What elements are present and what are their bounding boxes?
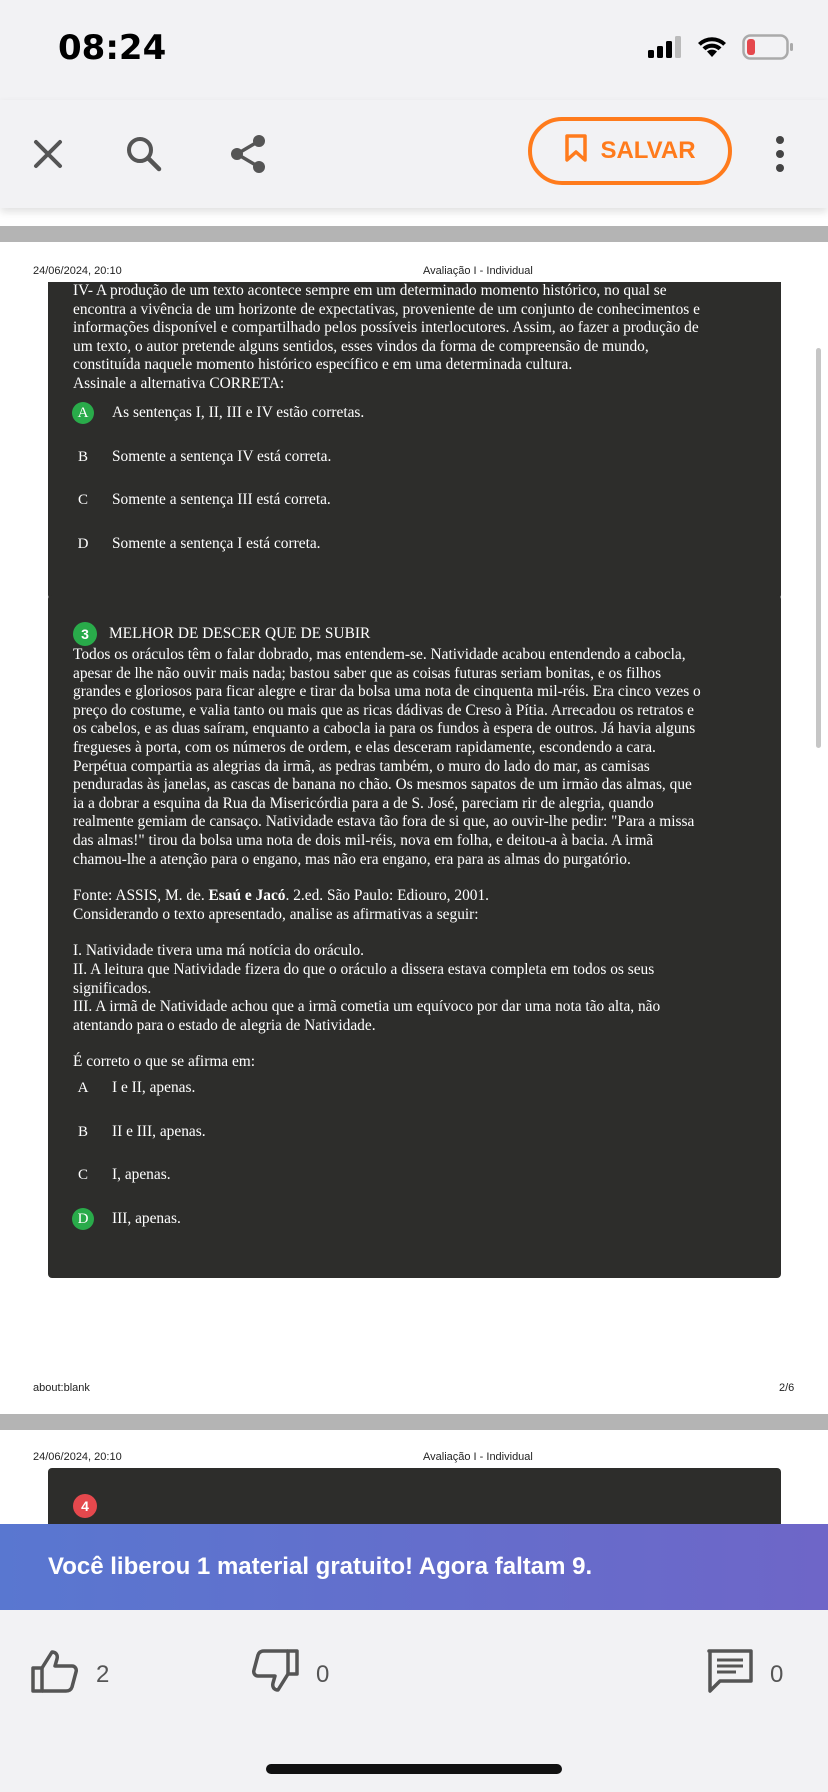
alternative-letter-correct: D <box>72 1208 94 1230</box>
share-icon[interactable] <box>222 128 274 180</box>
question-2-text <box>73 282 756 394</box>
question-card-4 <box>48 1468 781 1524</box>
question-number-badge: 3 <box>73 622 97 646</box>
dislike-count: 0 <box>316 1660 330 1688</box>
question-3-title: MELHOR DE DESCER QUE DE SUBIR <box>109 624 371 642</box>
toolbar <box>0 100 828 208</box>
text-line: IV- A produção de um texto acontece sempre em um determinado momento histórico, no qual se <box>73 282 667 299</box>
comment-icon <box>706 1648 754 1701</box>
alternative-text: I e II, apenas. <box>112 1078 196 1096</box>
banner-text: Você liberou 1 material gratuito! Agora faltam 9. <box>48 1553 593 1580</box>
source-citation <box>73 887 756 906</box>
text-line: fregueses à porta, com os números de ordem, e elas desceram rapidamente, escondendo a cara. <box>73 738 656 756</box>
source-prefix: Fonte: ASSIS, M. de. <box>73 887 209 905</box>
dislike-button[interactable] <box>250 1648 329 1701</box>
alternative-c[interactable] <box>72 489 331 511</box>
bookmark-icon <box>564 133 588 170</box>
wifi-icon <box>696 35 728 64</box>
alternative-c[interactable] <box>72 1164 171 1186</box>
text-line: preço do costume, e valia tanto ou mais que as ricas dádivas de Creso à Pítia. Arrecadou os retratos e <box>73 701 694 719</box>
alternative-b[interactable] <box>72 446 331 468</box>
text-line: constituída naquele momento histórico específico e em uma determinada cultura. <box>73 356 573 374</box>
page-footer-number: 2/6 <box>779 1382 795 1394</box>
comments-button[interactable] <box>706 1648 783 1701</box>
text-line: Perpétua compartia as alegrias da irmã, as pedras também, o muro do lado do mar, as camisas <box>73 757 650 775</box>
thumbs-up-icon <box>30 1648 80 1701</box>
text-line: grandes e gloriosos para ficar alegre e tirar da bolsa uma nota de cinquenta mil-réis. Era cinco vezes o <box>73 683 701 701</box>
page-separator <box>0 226 828 242</box>
alternative-letter: B <box>77 448 88 465</box>
status-icons <box>648 34 794 65</box>
text-line: chamou-lhe a atenção para o engano, mas não era engano, era para as almas do purgatório. <box>73 850 631 868</box>
alternative-a[interactable] <box>72 402 364 424</box>
page-separator <box>0 1414 828 1430</box>
statement-line: II. A leitura que Natividade fizera do que o oráculo a dissera estava completa em todos os seus <box>73 960 655 978</box>
page-date: 24/06/2024, 20:10 <box>33 1451 122 1463</box>
alternative-text: I, apenas. <box>112 1165 171 1183</box>
page-date: 24/06/2024, 20:10 <box>33 265 122 277</box>
text-line: penduradas às janelas, as cascas de banana no chão. Os mesmos sapatos de um irmão das almas, que <box>73 776 692 794</box>
alternative-letter: C <box>77 491 88 508</box>
signal-icon <box>648 36 682 63</box>
alternative-letter: D <box>77 535 89 552</box>
alternative-text: Somente a sentença IV está correta. <box>112 447 332 465</box>
alternative-d[interactable] <box>72 533 321 555</box>
document-viewer[interactable] <box>0 208 828 1524</box>
like-count: 2 <box>96 1660 110 1688</box>
page-footer-url: about:blank <box>33 1382 90 1394</box>
scrollbar[interactable] <box>816 348 821 748</box>
source-book-title: Esaú e Jacó <box>208 887 286 905</box>
text-line: encontra a vivência de um horizonte de expectativas, proveniente de um conjunto de conhecimentos e <box>73 300 700 318</box>
source-suffix: . 2.ed. São Paulo: Ediouro, 2001. <box>285 887 489 905</box>
text-line: um texto, o autor pretende alguns sentidos, esses vindos da forma de compreensão de mundo, <box>73 337 649 355</box>
search-icon[interactable] <box>118 128 170 180</box>
alternative-text: II e III, apenas. <box>112 1122 206 1140</box>
question-3-prompt: Considerando o texto apresentado, analise as afirmativas a seguir: <box>73 905 479 923</box>
more-options-icon[interactable] <box>768 128 792 180</box>
question-card-3 <box>48 595 781 1278</box>
alternative-text: Somente a sentença I está correta. <box>112 534 321 552</box>
comment-count: 0 <box>770 1660 784 1688</box>
text-line: os cabelos, e as duas saíram, enquanto a cabocla ia para os fundos à espera de outros. Já havia alguns <box>73 720 696 738</box>
question-3-statements <box>73 942 756 1035</box>
thumbs-down-icon <box>250 1648 300 1701</box>
statement-line: III. A irmã de Natividade achou que a irmã cometia um equívoco por dar uma nota tão alta, não <box>73 998 661 1016</box>
statement-line: significados. <box>73 979 152 997</box>
free-material-banner <box>0 1524 828 1610</box>
text-line: Assinale a alternativa CORRETA: <box>73 374 285 392</box>
save-label: SALVAR <box>600 137 696 164</box>
status-time: 08:24 <box>58 28 167 68</box>
statement-line: atentando para o estado de alegria de Natividade. <box>73 1016 376 1034</box>
statement-line: I. Natividade tivera uma má notícia do oráculo. <box>73 942 365 960</box>
like-button[interactable] <box>30 1648 109 1701</box>
home-indicator[interactable] <box>266 1764 562 1774</box>
alternative-b[interactable] <box>72 1121 206 1143</box>
alternative-letter: A <box>77 1079 89 1096</box>
text-line: ia a dobrar a esquina da Rua da Misericórdia para a de S. José, pareciam rir de alegria, quando <box>73 794 654 812</box>
text-line: Todos os oráculos têm o falar dobrado, mas entendem-se. Natividade acabou entendendo a cabocla, <box>73 646 686 663</box>
alternative-text: Somente a sentença III está correta. <box>112 490 331 508</box>
question-number-badge: 4 <box>73 1494 97 1518</box>
question-3-question: É correto o que se afirma em: <box>73 1053 256 1071</box>
alternative-a[interactable] <box>72 1077 195 1099</box>
question-3-header <box>73 622 756 646</box>
text-line: apesar de lhe não ouvir mais nada; bastou saber que as coisas futuras seriam bonitas, e os filhos <box>73 664 662 682</box>
close-icon[interactable] <box>22 128 74 180</box>
alternative-text: III, apenas. <box>112 1209 181 1227</box>
alternative-d[interactable] <box>72 1208 181 1230</box>
text-line: informações disponível e compartilhado pelos possíveis interlocutores. Assim, ao fazer a produção de <box>73 319 699 337</box>
text-line: das almas!" tirou da bolsa uma nota de dois mil-réis, nova em folha, e deitou-a à bacia. A irmã <box>73 831 654 849</box>
page-title: Avaliação I - Individual <box>423 1451 533 1463</box>
question-3-passage <box>73 646 756 869</box>
status-bar <box>0 0 828 100</box>
alternative-text: As sentenças I, II, III e IV estão corretas. <box>112 403 365 421</box>
battery-low-icon <box>742 34 794 65</box>
text-line: realmente gemiam de cansaço. Natividade estava tão fora de si que, ao ouvir-lhe pedir: "Para a missa <box>73 813 695 831</box>
question-card-2 <box>48 282 781 599</box>
page-title: Avaliação I - Individual <box>423 265 533 277</box>
alternative-letter: C <box>77 1166 88 1183</box>
alternative-letter-correct: A <box>72 402 94 424</box>
save-button[interactable] <box>528 117 732 185</box>
alternative-letter: B <box>77 1123 88 1140</box>
